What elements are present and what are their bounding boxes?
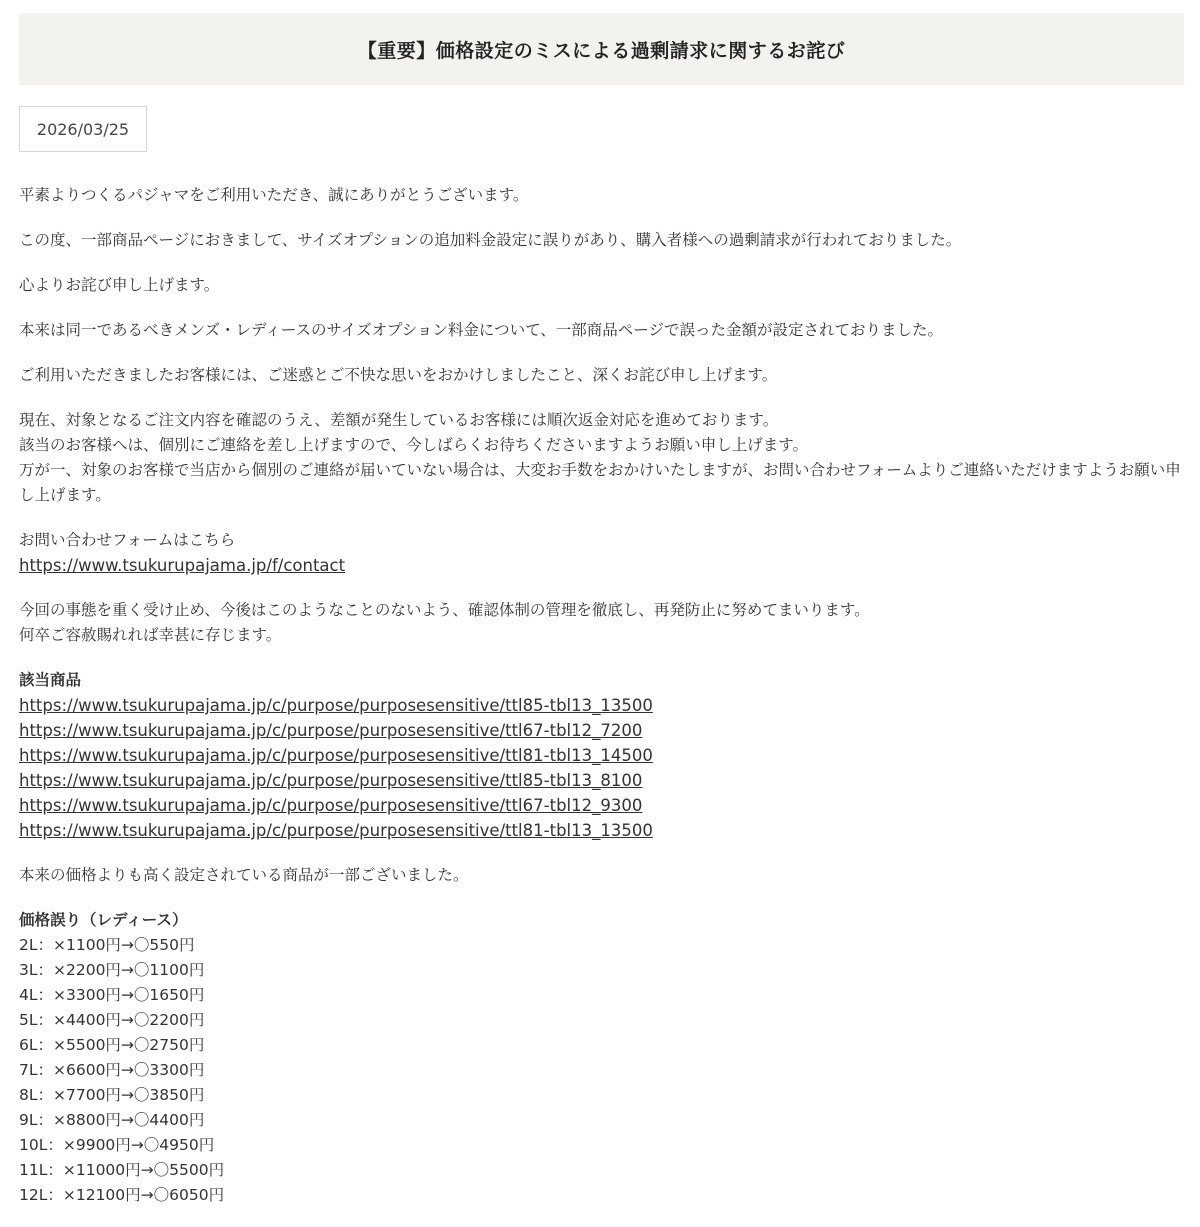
paragraph-apology: 心よりお詫び申し上げます。 [19, 276, 220, 294]
price-row: 7L：×6600円→〇3300円 [19, 1061, 205, 1079]
price-row: 10L：×9900円→〇4950円 [19, 1136, 215, 1154]
price-heading: 価格誤り（レディース） [19, 911, 188, 929]
price-row: 2L：×1100円→〇550円 [19, 936, 195, 954]
contact-section [19, 528, 1184, 578]
article-body [19, 183, 1184, 1208]
refund-line-2: 該当のお客様へは、個別にご連絡を差し上げますので、今しばらくお待ちくださいますようお願い申し上げます。 [19, 436, 808, 454]
page-title: 【重要】価格設定のミスによる過剰請求に関するお詫び [357, 39, 846, 62]
title-bar [19, 13, 1184, 85]
refund-line-1: 現在、対象となるご注文内容を確認のうえ、差額が発生しているお客様には順次返金対応を進めております。 [19, 411, 779, 429]
product-link[interactable]: https://www.tsukurupajama.jp/c/purpose/purposesensitive/ttl85-tbl13_13500 [19, 696, 653, 715]
price-row: 12L：×12100円→〇6050円 [19, 1186, 225, 1204]
products-heading: 該当商品 [19, 671, 82, 689]
products-section [19, 668, 1184, 843]
contact-form-link[interactable]: https://www.tsukurupajama.jp/f/contact [19, 556, 346, 575]
product-link[interactable]: https://www.tsukurupajama.jp/c/purpose/purposesensitive/ttl81-tbl13_14500 [19, 746, 653, 765]
price-row: 6L：×5500円→〇2750円 [19, 1036, 205, 1054]
price-row: 8L：×7700円→〇3850円 [19, 1086, 205, 1104]
paragraph-option-fee-error: 本来は同一であるべきメンズ・レディースのサイズオプション料金について、一部商品ページで誤った金額が設定されておりました。 [19, 321, 943, 339]
product-link[interactable]: https://www.tsukurupajama.jp/c/purpose/purposesensitive/ttl85-tbl13_8100 [19, 771, 643, 790]
date-badge: 2026/03/25 [19, 106, 147, 152]
price-row: 9L：×8800円→〇4400円 [19, 1111, 205, 1129]
price-row: 3L：×2200円→〇1100円 [19, 961, 205, 979]
price-section [19, 908, 1184, 1208]
product-link[interactable]: https://www.tsukurupajama.jp/c/purpose/purposesensitive/ttl67-tbl12_9300 [19, 796, 643, 815]
price-row: 4L：×3300円→〇1650円 [19, 986, 205, 1004]
refund-section [19, 408, 1184, 508]
paragraph-overcharge-notice: この度、一部商品ページにおきまして、サイズオプションの追加料金設定に誤りがあり、購入者様への過剰請求が行われておりました。 [19, 231, 962, 249]
prevention-line-1: 今回の事態を重く受け止め、今後はこのようなことのないよう、確認体制の管理を徹底し、再発防止に努めてまいります。 [19, 601, 870, 619]
paragraph-apology-customers: ご利用いただきましたお客様には、ご迷惑とご不快な思いをおかけしましたこと、深くお詫び申し上げます。 [19, 366, 778, 384]
refund-line-3: 万が一、対象のお客様で当店から個別のご連絡が届いていない場合は、大変お手数をおかけいたしますが、お問い合わせフォームよりご連絡いただけますようお願い申し上げます。 [19, 461, 1181, 504]
prevention-line-2: 何卒ご容赦賜れれば幸甚に存じます。 [19, 626, 282, 644]
product-link[interactable]: https://www.tsukurupajama.jp/c/purpose/purposesensitive/ttl81-tbl13_13500 [19, 821, 653, 840]
price-row: 5L：×4400円→〇2200円 [19, 1011, 205, 1029]
price-row: 11L：×11000円→〇5500円 [19, 1161, 225, 1179]
prevention-section [19, 598, 1184, 648]
contact-label: お問い合わせフォームはこちら [19, 531, 236, 549]
product-link[interactable]: https://www.tsukurupajama.jp/c/purpose/purposesensitive/ttl67-tbl12_7200 [19, 721, 643, 740]
paragraph-greeting: 平素よりつくるパジャマをご利用いただき、誠にありがとうございます。 [19, 186, 529, 204]
paragraph-price-note: 本来の価格よりも高く設定されている商品が一部ございました。 [19, 866, 469, 884]
